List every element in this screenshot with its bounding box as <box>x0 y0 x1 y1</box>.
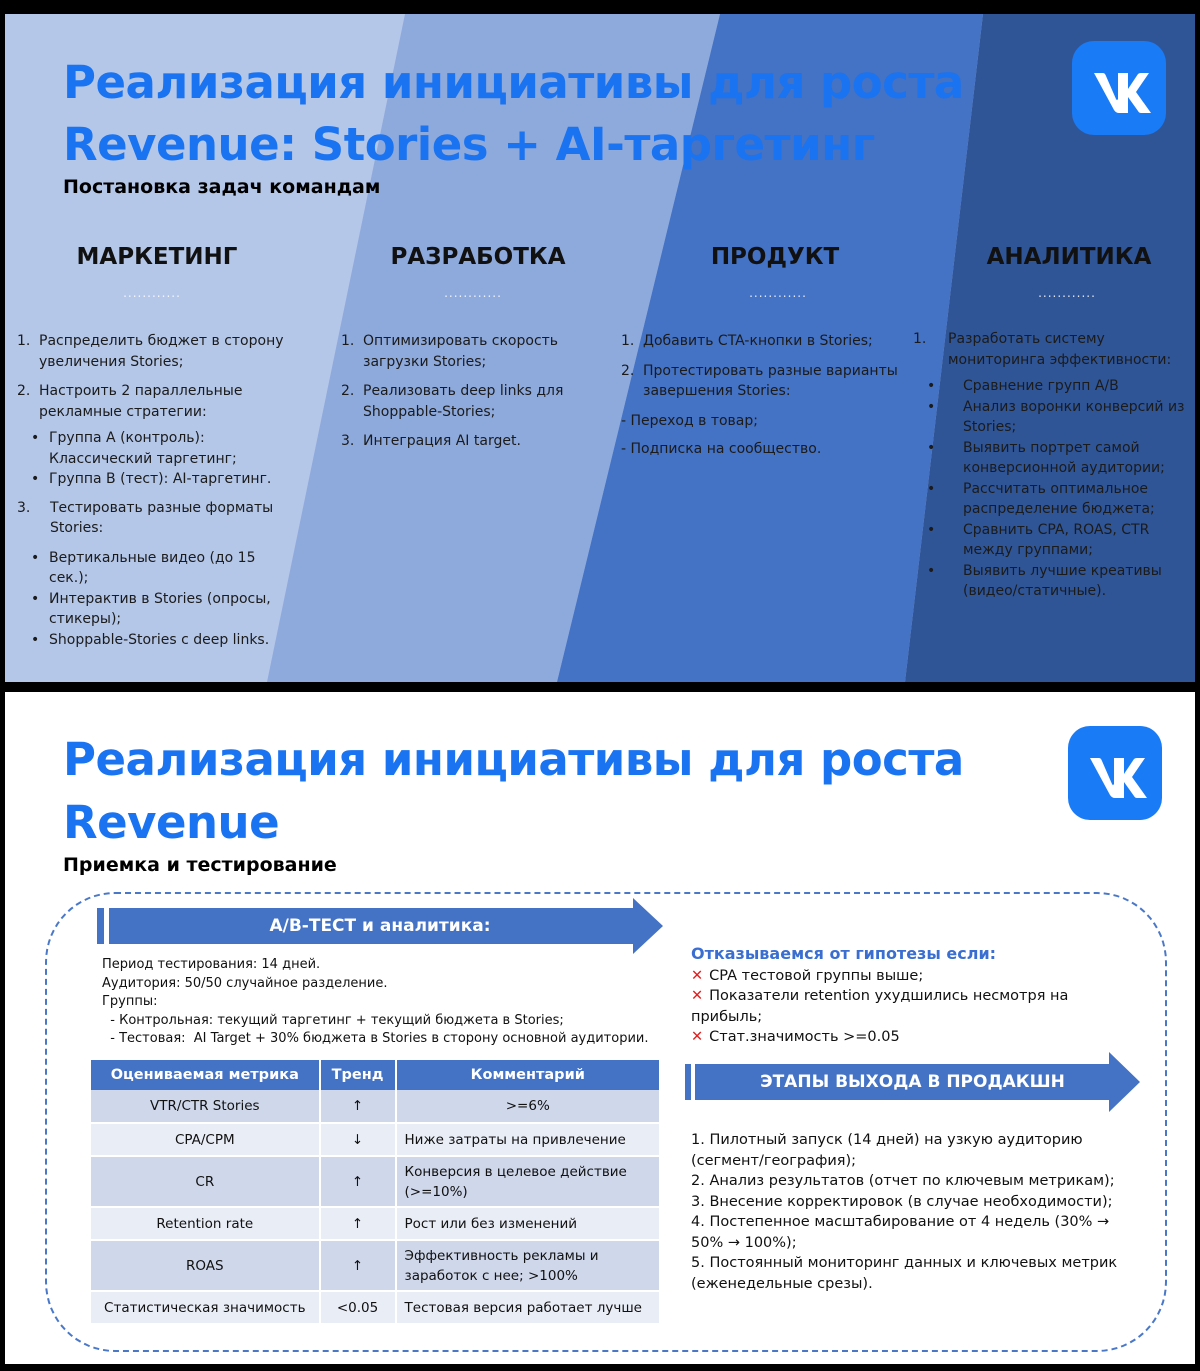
cross-icon: ✕ <box>691 1029 704 1045</box>
ab-test-label: А/В-ТЕСТ и аналитика: <box>269 916 491 936</box>
stages-list <box>691 1130 1141 1294</box>
stages-arrow <box>685 1052 1140 1112</box>
sub-item: • Сравнение групп А/В <box>913 376 1188 397</box>
cross-icon: ✕ <box>691 967 704 984</box>
reject-item: ✕ Стат.значимость >=0.05 <box>691 1029 900 1045</box>
info-line: Группы: <box>102 994 158 1009</box>
stage-item: 4. Постепенное масштабирование от 4 недель (30% → 50% → 100%); <box>691 1214 1110 1251</box>
table-row: CR ↑ Конверсия в целевое действие (>=10%) <box>91 1156 660 1207</box>
info-line: - Контрольная: текущий таргетинг + текущий бюджета в Stories; <box>102 1012 564 1028</box>
list-item: 2. Настроить 2 параллельные рекламные стратегии: <box>17 383 243 420</box>
slide-title <box>63 728 964 854</box>
sub-item: • Shoppable-Stories с deep links. <box>17 630 285 651</box>
vk-logo-icon <box>1068 726 1162 820</box>
sub-item: • Вертикальные видео (до 15 сек.); <box>17 548 285 589</box>
sub-item: • Выявить лучшие креативы (видео/статичные). <box>913 561 1188 602</box>
ab-test-arrow <box>97 898 663 954</box>
list-item: 3. Тестировать разные форматы Stories: <box>17 499 274 536</box>
title-line-1: Реализация инициативы для роста <box>63 56 964 109</box>
sub-item: • Рассчитать оптимальное распределение бюджета; <box>913 479 1188 520</box>
sub-item: • Группа А (контроль): Классический таргетинг; <box>17 428 285 469</box>
list-item: 2. Реализовать deep links для Shoppable-Stories; <box>341 383 564 420</box>
table-row: ROAS ↑ Эффективность рекламы и заработок с нее; >100% <box>91 1240 660 1291</box>
product-list <box>621 331 911 468</box>
sub-item: • Интерактив в Stories (опросы, стикеры); <box>17 589 285 630</box>
list-item: 1. Распределить бюджет в сторону увеличения Stories; <box>17 333 284 370</box>
table-row: Статистическая значимость <0.05 Тестовая версия работает лучше <box>91 1291 660 1324</box>
column-header: Оцениваемая метрика <box>91 1060 320 1090</box>
table-header <box>91 1060 660 1090</box>
table-row: VTR/CTR Stories ↑ >=6% <box>91 1090 660 1123</box>
title-line-2: Revenue <box>63 796 280 849</box>
dash-item: - Переход в товар; <box>621 412 758 429</box>
heading-development: РАЗРАБОТКА <box>390 244 566 270</box>
analytics-list <box>913 329 1188 602</box>
heading-product: ПРОДУКТ <box>710 244 840 270</box>
list-item: 1. Оптимизировать скорость загрузки Stories; <box>341 333 559 370</box>
marketing-list <box>17 331 285 650</box>
stage-item: 5. Постоянный мониторинг данных и ключевых метрик (еженедельные срезы). <box>691 1255 1118 1292</box>
stage-item: 1. Пилотный запуск (14 дней) на узкую аудиторию (сегмент/география); <box>691 1132 1083 1169</box>
slide-title <box>63 52 964 176</box>
slide-acceptance-testing <box>5 692 1195 1364</box>
vk-logo-icon <box>1072 41 1166 135</box>
column-header: Тренд <box>320 1060 396 1090</box>
divider-dots: ............ <box>123 286 181 300</box>
stage-item: 2. Анализ результатов (отчет по ключевым метрикам); <box>691 1173 1115 1189</box>
slide-subtitle: Приемка и тестирование <box>63 854 337 876</box>
info-line: - Тестовая: AI Target + 30% бюджета в Stories в сторону основной аудитории. <box>102 1031 649 1046</box>
cross-icon: ✕ <box>691 988 704 1004</box>
table-row: Retention rate ↑ Рост или без изменений <box>91 1207 660 1240</box>
dash-item: - Подписка на сообщество. <box>621 441 822 457</box>
info-line: Аудитория: 50/50 случайное разделение. <box>102 975 388 991</box>
slide-task-setting <box>5 14 1195 682</box>
sub-item: • Группа В (тест): AI-таргетинг. <box>17 469 285 490</box>
list-item: 1. Добавить CTA-кнопки в Stories; <box>621 333 873 349</box>
list-item: 2. Протестировать разные варианты завершения Stories: <box>621 362 898 399</box>
ab-test-info <box>102 956 649 1049</box>
stage-item: 3. Внесение корректировок (в случае необходимости); <box>691 1193 1113 1210</box>
slide-subtitle: Постановка задач командам <box>63 176 381 198</box>
metrics-table <box>91 1060 661 1325</box>
sub-item: • Сравнить CPA, ROAS, CTR между группами; <box>913 520 1188 561</box>
table-row: CPA/CPM ↓ Ниже затраты на привлечение <box>91 1123 660 1156</box>
title-line-2: Revenue: Stories + AI-таргетинг <box>63 118 875 171</box>
reject-item: ✕ CPA тестовой группы выше; <box>691 967 924 984</box>
divider-dots: ............ <box>444 286 502 300</box>
divider-dots: ............ <box>1038 286 1096 300</box>
sub-item: • Выявить портрет самой конверсионной аудитории; <box>913 438 1188 479</box>
title-line-1: Реализация инициативы для роста <box>63 733 964 786</box>
heading-analytics: АНАЛИТИКА <box>986 244 1152 270</box>
reject-conditions <box>691 944 1111 1048</box>
heading-marketing: МАРКЕТИНГ <box>76 244 238 270</box>
stages-label: ЭТАПЫ ВЫХОДА В ПРОДАКШН <box>760 1072 1065 1092</box>
info-line: Период тестирования: 14 дней. <box>102 957 321 972</box>
list-item: 3. Интеграция AI target. <box>341 433 521 449</box>
sub-item: • Анализ воронки конверсий из Stories; <box>913 397 1188 438</box>
development-list <box>341 331 586 461</box>
divider-dots: ............ <box>749 286 807 300</box>
column-header: Комментарий <box>396 1060 660 1090</box>
reject-item: ✕ Показатели retention ухудшились несмотря на прибыль; <box>691 988 1069 1025</box>
reject-heading: Отказываемся от гипотезы если: <box>691 944 997 963</box>
list-item: 1. Разработать систему мониторинга эффективности: <box>913 331 1172 368</box>
